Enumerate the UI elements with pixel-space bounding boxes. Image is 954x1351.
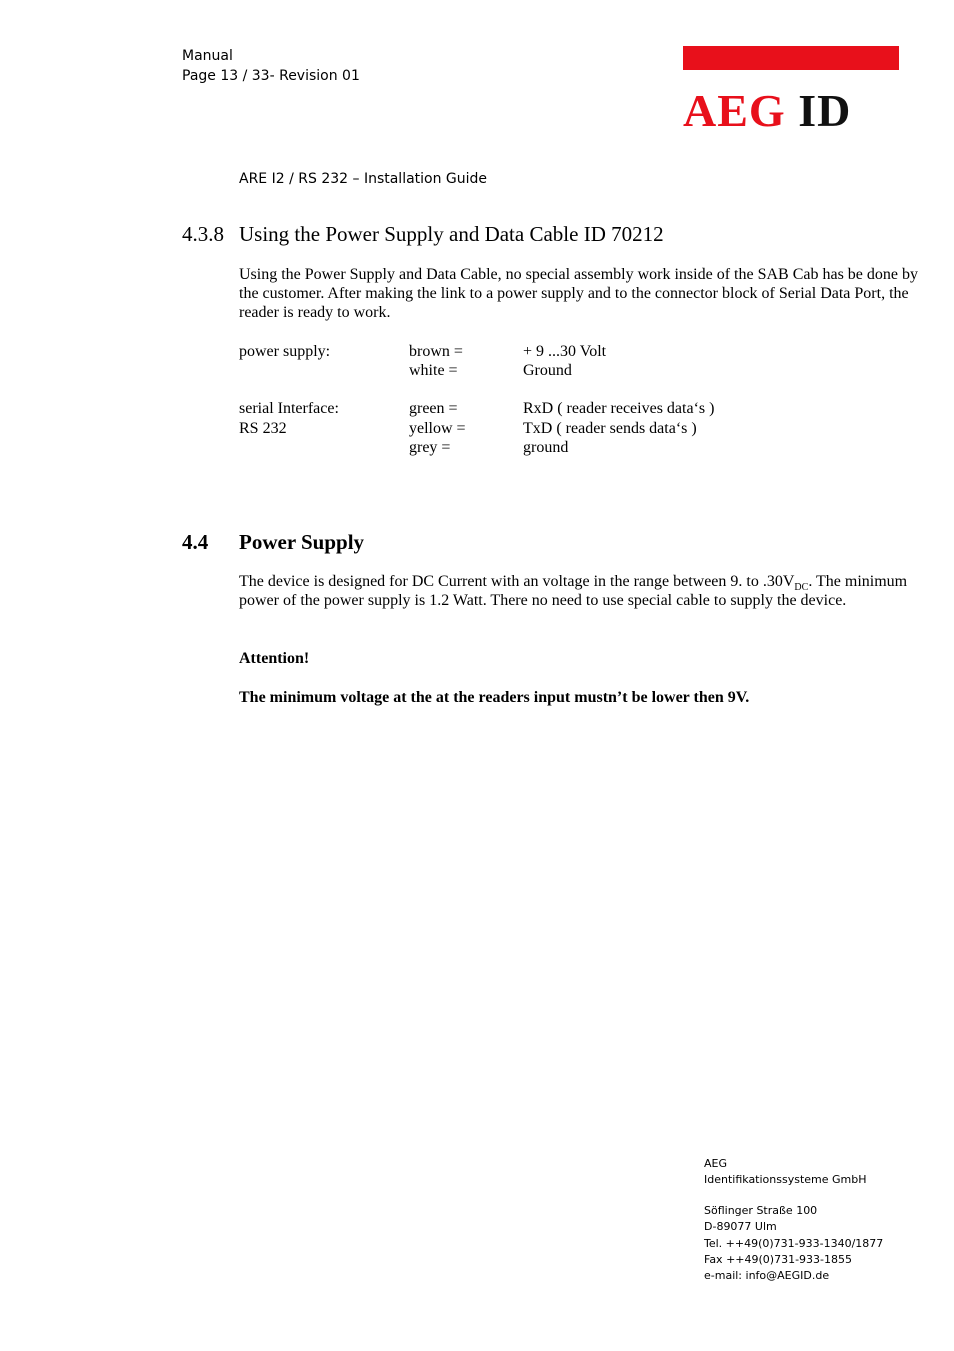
- wire-label: power supply:: [239, 343, 331, 360]
- guide-title: ARE I2 / RS 232 – Installation Guide: [239, 171, 488, 187]
- para-text: . The minimum power of the power supply is 1.2 Watt. There no need to use special cable to supply the device.: [239, 573, 908, 609]
- logo-aeg-text: AEG: [683, 85, 786, 136]
- header-doc-type: Manual: [182, 48, 233, 64]
- wire-color: yellow =: [409, 420, 466, 437]
- footer-company-line2: Identifikationssysteme GmbH: [704, 1173, 867, 1186]
- footer-fax: Fax ++49(0)731-933-1855: [704, 1253, 853, 1266]
- section-4-3-8-heading: [182, 221, 664, 247]
- section-title: Using the Power Supply and Data Cable ID 70212: [239, 222, 664, 246]
- logo-red-bar: [683, 46, 899, 70]
- footer-tel: Tel. ++49(0)731-933-1340/1877: [704, 1237, 884, 1250]
- section-title: Power Supply: [239, 530, 365, 554]
- logo-id-text: ID: [798, 85, 852, 136]
- section-4-3-8-paragraph: Using the Power Supply and Data Cable, no special assembly work inside of the SAB Cab has be done by the customer. After making the link to a power supply and to the connector block of Serial Data Port, the reader is ready to work.: [239, 266, 918, 321]
- wire-color: white =: [409, 362, 458, 379]
- wire-color: green =: [409, 400, 458, 417]
- attention-text: The minimum voltage at the at the readers input mustn’t be lower then 9V.: [239, 689, 750, 706]
- wire-description: ground: [523, 439, 569, 456]
- section-number: 4.3.8: [182, 222, 224, 246]
- aeg-id-logo: [683, 84, 851, 138]
- wire-color: brown =: [409, 343, 463, 360]
- wire-description: Ground: [523, 362, 572, 379]
- wire-label: RS 232: [239, 420, 287, 437]
- footer-company-line1: AEG: [704, 1157, 727, 1170]
- wire-description: TxD ( reader sends data‘s ): [523, 420, 697, 437]
- wire-description: + 9 ...30 Volt: [523, 343, 607, 360]
- header-page-info: Page 13 / 33- Revision 01: [182, 68, 360, 84]
- footer-email: e-mail: info@AEGID.de: [704, 1269, 830, 1282]
- wire-color: grey =: [409, 439, 451, 456]
- para-subscript: DC: [794, 582, 809, 594]
- footer-street: Söflinger Straße 100: [704, 1204, 818, 1217]
- section-4-4-paragraph: [239, 572, 919, 610]
- para-text: The device is designed for DC Current with an voltage in the range between 9. to .30V: [239, 573, 795, 590]
- section-4-4-heading: [182, 529, 364, 555]
- wire-description: RxD ( reader receives data‘s ): [523, 400, 715, 417]
- footer-city: D-89077 Ulm: [704, 1220, 777, 1233]
- wire-label: serial Interface:: [239, 400, 339, 417]
- attention-label: Attention!: [239, 650, 310, 667]
- section-number: 4.4: [182, 530, 209, 554]
